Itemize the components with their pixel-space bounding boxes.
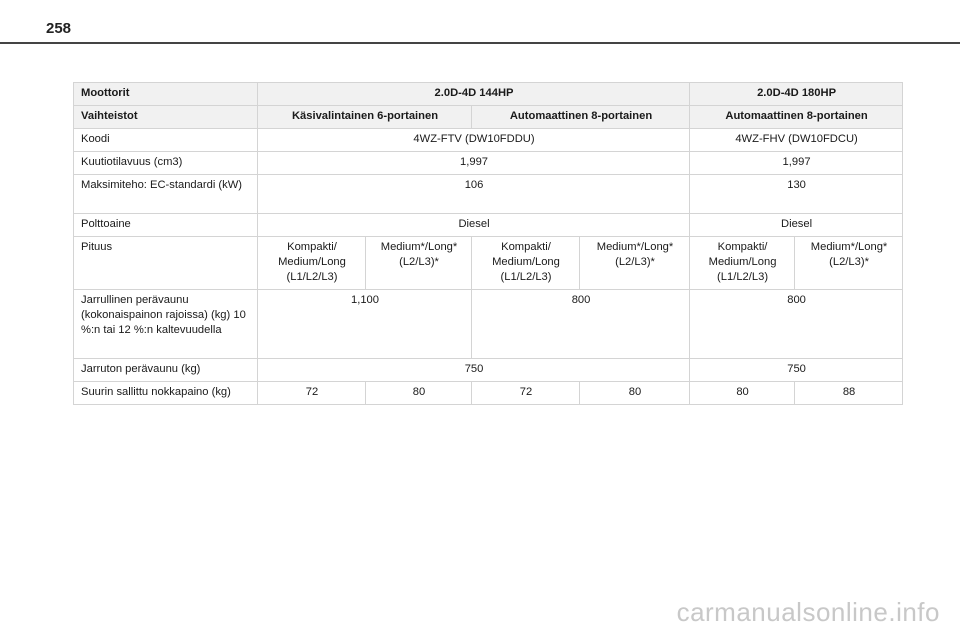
- table-row: [74, 175, 903, 214]
- table-cell: Diesel: [690, 214, 903, 237]
- engine-header: 2.0D-4D 144HP: [258, 83, 690, 106]
- table-cell: 800: [472, 290, 690, 359]
- gearbox-header: Automaattinen 8-portainen: [472, 106, 690, 129]
- row-label: Polttoaine: [74, 214, 258, 237]
- table-cell: 1,997: [690, 152, 903, 175]
- row-label: Koodi: [74, 129, 258, 152]
- table-cell: 80: [366, 382, 472, 405]
- table-cell: 72: [258, 382, 366, 405]
- table-cell: 1,100: [258, 290, 472, 359]
- table-cell: Medium*/Long* (L2/L3)*: [580, 237, 690, 290]
- row-label: Kuutiotilavuus (cm3): [74, 152, 258, 175]
- table-row: [74, 106, 903, 129]
- table-row: [74, 83, 903, 106]
- engine-header: 2.0D-4D 180HP: [690, 83, 903, 106]
- page-number: 258: [46, 20, 72, 37]
- header-divider: [0, 42, 960, 44]
- row-label: Jarrullinen perävaunu (kokonaispainon rajoissa) (kg) 10 %:n tai 12 %:n kaltevuudella: [74, 290, 258, 359]
- table-row: [74, 129, 903, 152]
- table-cell: 750: [258, 359, 690, 382]
- table-cell: 80: [690, 382, 795, 405]
- table-row: [74, 237, 903, 290]
- table-cell: 72: [472, 382, 580, 405]
- table-cell: 4WZ-FHV (DW10FDCU): [690, 129, 903, 152]
- table-row: [74, 214, 903, 237]
- table-cell: Kompakti/ Medium/Long (L1/L2/L3): [258, 237, 366, 290]
- row-label: Vaihteistot: [74, 106, 258, 129]
- gearbox-header: Käsivalintainen 6-portainen: [258, 106, 472, 129]
- row-label: Moottorit: [74, 83, 258, 106]
- row-label: Suurin sallittu nokkapaino (kg): [74, 382, 258, 405]
- row-label: Maksimiteho: EC-standardi (kW): [74, 175, 258, 214]
- table-row: [74, 290, 903, 359]
- table-cell: Medium*/Long* (L2/L3)*: [795, 237, 903, 290]
- table-cell: 80: [580, 382, 690, 405]
- table-row: [74, 382, 903, 405]
- table-cell: 130: [690, 175, 903, 214]
- row-label: Pituus: [74, 237, 258, 290]
- specifications-table: [73, 82, 903, 405]
- table-cell: Medium*/Long* (L2/L3)*: [366, 237, 472, 290]
- gearbox-header: Automaattinen 8-portainen: [690, 106, 903, 129]
- table-cell: 4WZ-FTV (DW10FDDU): [258, 129, 690, 152]
- table-cell: 106: [258, 175, 690, 214]
- table-cell: Kompakti/ Medium/Long (L1/L2/L3): [690, 237, 795, 290]
- table-cell: 88: [795, 382, 903, 405]
- table-cell: 750: [690, 359, 903, 382]
- table-cell: 800: [690, 290, 903, 359]
- table-cell: Kompakti/ Medium/Long (L1/L2/L3): [472, 237, 580, 290]
- row-label: Jarruton perävaunu (kg): [74, 359, 258, 382]
- table-cell: 1,997: [258, 152, 690, 175]
- table-row: [74, 359, 903, 382]
- watermark: carmanualsonline.info: [676, 597, 940, 627]
- table-row: [74, 152, 903, 175]
- table-cell: Diesel: [258, 214, 690, 237]
